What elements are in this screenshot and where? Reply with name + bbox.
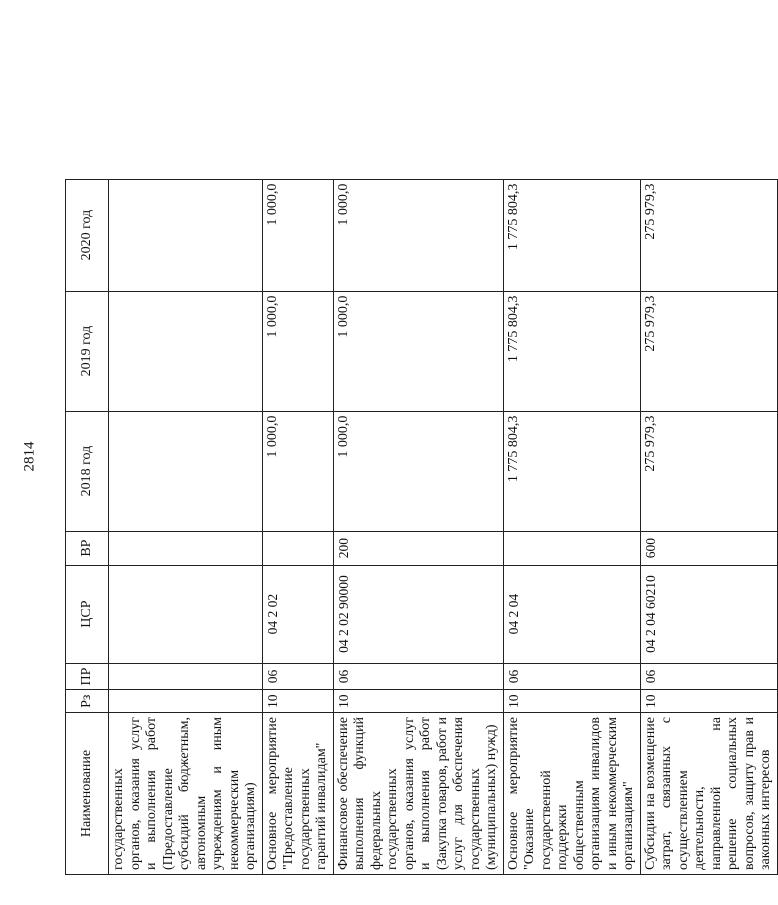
row-vr bbox=[503, 531, 640, 565]
row-2019 bbox=[109, 291, 263, 411]
row-rz: 10 bbox=[333, 690, 503, 713]
row-pr: 06 bbox=[640, 663, 777, 690]
page-number: 2814 bbox=[21, 441, 38, 472]
header-2018: 2018 год bbox=[66, 411, 109, 531]
row-2019: 1 775 804,3 bbox=[503, 291, 640, 411]
row-2018: 1 775 804,3 bbox=[503, 411, 640, 531]
row-name: Финансовое обеспечение выполнения функций федеральных государственных органов, оказания услуг и выполнения работ (Закупка товаров, работ и услуг для обеспечения государственных (муниципальных) нужд) bbox=[333, 713, 503, 875]
row-2019: 275 979,3 bbox=[640, 291, 777, 411]
header-2020: 2020 год bbox=[66, 179, 109, 291]
row-name: Основное мероприятие "Предоставление государственных гарантий инвалидам" bbox=[262, 713, 333, 875]
row-2019: 1 000,0 bbox=[333, 291, 503, 411]
row-pr bbox=[109, 663, 263, 690]
table-row bbox=[640, 179, 777, 874]
row-2020 bbox=[109, 179, 263, 291]
budget-table bbox=[65, 179, 778, 875]
row-vr bbox=[262, 531, 333, 565]
row-2019: 1 000,0 bbox=[262, 291, 333, 411]
header-vr: ВР bbox=[66, 531, 109, 565]
row-2020: 1 000,0 bbox=[333, 179, 503, 291]
table-row bbox=[262, 179, 333, 874]
row-csr bbox=[109, 565, 263, 663]
row-pr: 06 bbox=[262, 663, 333, 690]
row-pr: 06 bbox=[333, 663, 503, 690]
row-csr: 04 2 02 bbox=[262, 565, 333, 663]
table-row bbox=[333, 179, 503, 874]
row-vr: 600 bbox=[640, 531, 777, 565]
row-csr: 04 2 02 90000 bbox=[333, 565, 503, 663]
row-rz bbox=[109, 690, 263, 713]
header-pr: ПР bbox=[66, 663, 109, 690]
row-vr: 200 bbox=[333, 531, 503, 565]
row-2018: 275 979,3 bbox=[640, 411, 777, 531]
row-2020: 275 979,3 bbox=[640, 179, 777, 291]
header-rz: Рз bbox=[66, 690, 109, 713]
header-name: Наименование bbox=[66, 713, 109, 875]
row-2018: 1 000,0 bbox=[333, 411, 503, 531]
table-row bbox=[109, 179, 263, 874]
row-csr: 04 2 04 bbox=[503, 565, 640, 663]
row-name: государственных органов, оказания услуг и выполнения работ (Предоставление субсидий бюджетным, автономным учреждениям и иным некоммерческим организациям) bbox=[109, 713, 263, 875]
row-name: Основное мероприятие "Оказание государственной поддержки общественным организациям инвалидов и иным некоммерческим организациям" bbox=[503, 713, 640, 875]
row-rz: 10 bbox=[640, 690, 777, 713]
row-vr bbox=[109, 531, 263, 565]
row-2020: 1 000,0 bbox=[262, 179, 333, 291]
row-pr: 06 bbox=[503, 663, 640, 690]
row-rz: 10 bbox=[262, 690, 333, 713]
row-rz: 10 bbox=[503, 690, 640, 713]
header-2019: 2019 год bbox=[66, 291, 109, 411]
row-2018 bbox=[109, 411, 263, 531]
row-csr: 04 2 04 60210 bbox=[640, 565, 777, 663]
header-csr: ЦСР bbox=[66, 565, 109, 663]
table-row bbox=[503, 179, 640, 874]
row-2020: 1 775 804,3 bbox=[503, 179, 640, 291]
header-row bbox=[66, 179, 109, 874]
row-name: Субсидии на возмещение затрат, связанных с осуществлением деятельности, направленной на решение социальных вопросов, защиту прав и законных интересов bbox=[640, 713, 777, 875]
row-2018: 1 000,0 bbox=[262, 411, 333, 531]
